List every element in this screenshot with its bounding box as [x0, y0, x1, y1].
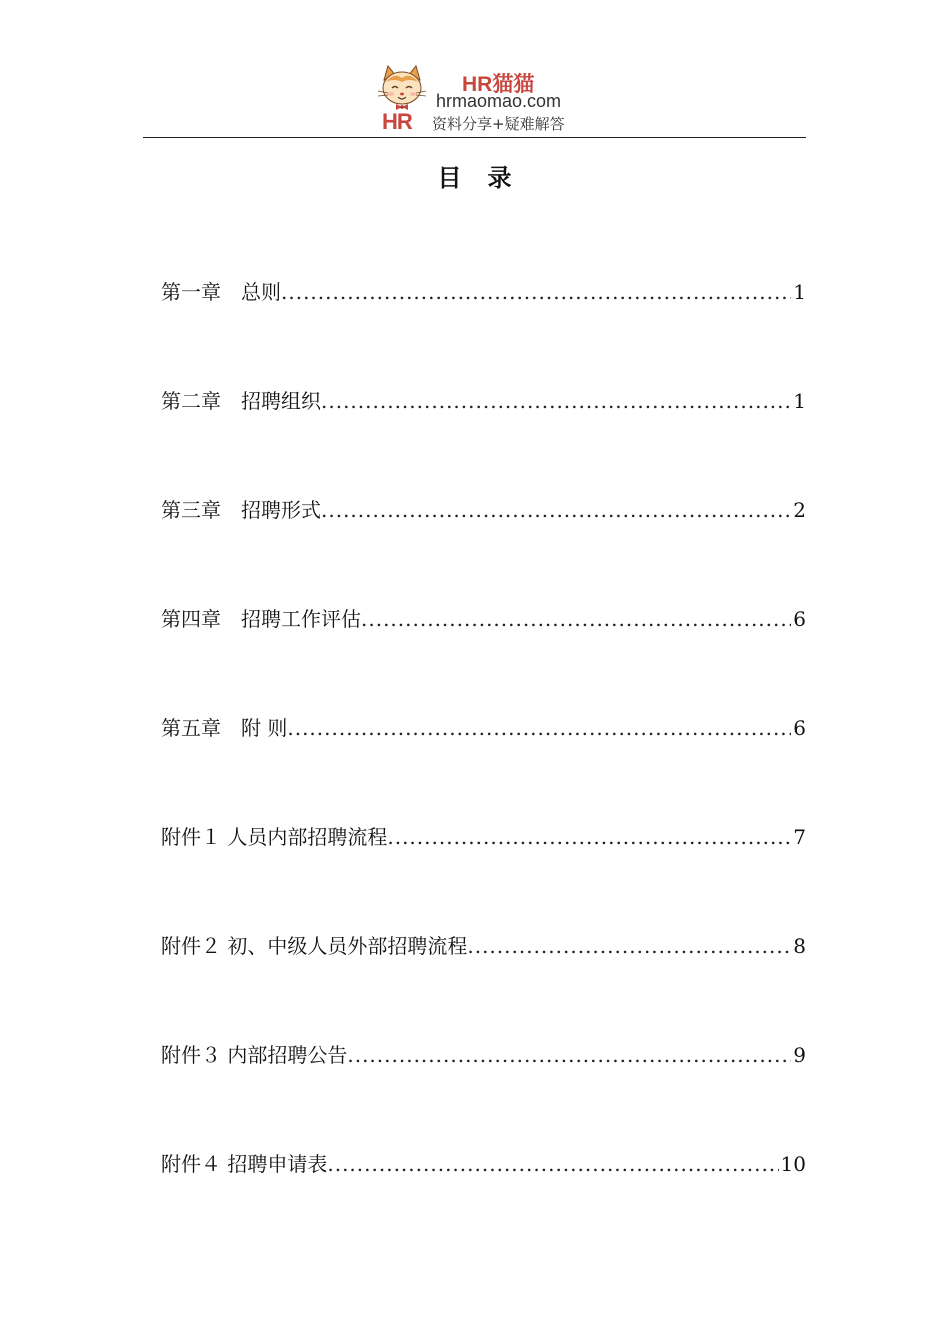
toc-entry-page: 6	[793, 607, 806, 631]
dot-leader	[321, 493, 791, 527]
brand-url: hrmaomao.com	[436, 91, 562, 111]
brand-slogan: 资料分享+疑难解答	[432, 115, 565, 133]
toc-entry[interactable]	[161, 493, 806, 602]
dot-leader	[321, 384, 791, 418]
toc-entry-label: 第五章 附 则	[161, 716, 288, 740]
toc-entry-label: 附件４ 招聘申请表	[161, 1152, 328, 1176]
toc-entry[interactable]	[161, 275, 806, 384]
toc-entry[interactable]	[161, 602, 806, 711]
toc-entry-page: 1	[793, 389, 806, 413]
brand-logo	[374, 64, 594, 136]
toc-entry-page: 8	[793, 934, 806, 958]
toc-entry-label: 附件１ 人员内部招聘流程	[161, 825, 388, 849]
dot-leader	[361, 602, 791, 636]
table-of-contents	[161, 275, 806, 1256]
toc-entry[interactable]	[161, 1038, 806, 1147]
toc-entry-label: 附件３ 内部招聘公告	[161, 1043, 348, 1067]
toc-entry-page: 2	[793, 498, 806, 522]
toc-entry-label: 第二章 招聘组织	[161, 389, 321, 413]
page-header	[0, 0, 950, 140]
toc-title: 目 录	[437, 163, 513, 192]
toc-entry-label: 第四章 招聘工作评估	[161, 607, 361, 631]
dot-leader	[327, 1147, 778, 1181]
brand-name: HR猫猫	[462, 73, 535, 96]
toc-entry-page: 7	[793, 825, 806, 849]
toc-entry[interactable]	[161, 929, 806, 1038]
dot-leader	[387, 820, 791, 854]
toc-entry[interactable]	[161, 1147, 806, 1256]
dot-leader	[287, 711, 791, 745]
toc-entry-page: 9	[793, 1043, 806, 1067]
toc-entry[interactable]	[161, 384, 806, 493]
toc-entry-page: 6	[793, 716, 806, 740]
toc-entry-page: 10	[780, 1152, 806, 1176]
cat-logo-icon	[374, 64, 430, 112]
toc-entry-label: 附件２ 初、中级人员外部招聘流程	[161, 934, 468, 958]
toc-entry-label: 第一章 总则	[161, 280, 281, 304]
toc-entry[interactable]	[161, 820, 806, 929]
hr-mark: HR	[382, 109, 412, 134]
dot-leader	[467, 929, 791, 963]
dot-leader	[281, 275, 791, 309]
dot-leader	[347, 1038, 791, 1072]
toc-entry-page: 1	[793, 280, 806, 304]
toc-entry[interactable]	[161, 711, 806, 820]
toc-entry-label: 第三章 招聘形式	[161, 498, 321, 522]
header-divider	[143, 137, 806, 138]
